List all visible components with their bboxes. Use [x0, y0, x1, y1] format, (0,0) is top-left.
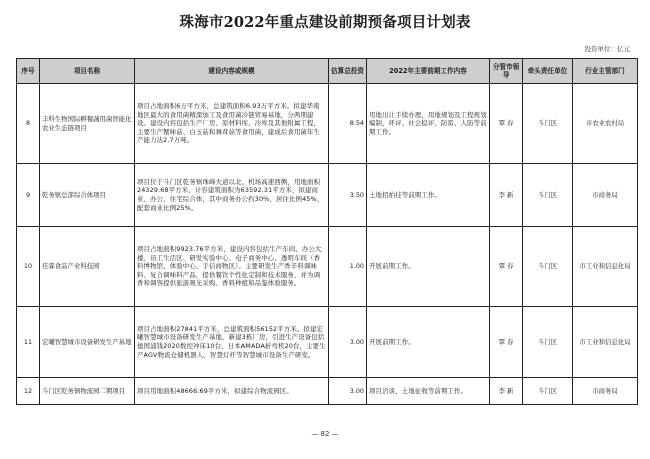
row-content: 项目占地面积27841平方米，总建筑面积56152平方米。拟建宏曦智慧城市设备研发生产基地，新建3栋厂房，引进生产设备包括德国浦钱2020数控冲床10台、日本AMADA折弯机20台，主要生产AGV物流仓储机器人、智慧灯杆等智慧城市设备生产研发。 — [135, 307, 329, 378]
row-content: 项目位于斗门区乾务镇珠峰大道以北、机场高速西侧，用地面积24329.68平方米，计容建筑面积为63592.31平方米，拟建商业、办公、住宅综合体，其中商务办公约30%、居住比例45%、配套商业比例25%。 — [135, 164, 329, 227]
col-header-name: 项目名称 — [40, 59, 135, 84]
row-leader: 覃 春 — [490, 227, 523, 307]
row-work: 开展前期工作。 — [367, 307, 490, 378]
row-content: 项目占地面积6万平方米，总建筑面积6.93万平方米。拟建华南地区最大的食用菌精深加工及食用菌冷链贸易基地，分两期建设。建设内容包括生产厂房、原材料库、冷库及其他附属工程，主要生产蟹味菇、白玉菇和舞茸菇等食用菌，建成后食用菌年生产能力达2.7万吨。 — [135, 84, 329, 164]
row-dept: 市农业农村局 — [573, 84, 638, 164]
row-project-name: 斗门区乾务镇物流园二期项目 — [40, 378, 135, 405]
table-row — [17, 378, 638, 405]
row-investment: 1.00 — [329, 227, 367, 307]
row-unit: 斗门区 — [523, 227, 573, 307]
row-unit: 斗门区 — [523, 307, 573, 378]
row-work: 开展前期工作。 — [367, 227, 490, 307]
page-title: 珠海市2022年重点建设前期预备项目计划表 — [179, 14, 471, 31]
row-content: 项目用地面积48666.69平方米，拟建综合物流园区。 — [135, 378, 329, 405]
row-project-name: 宏曦智慧城市设备研发生产基地 — [40, 307, 135, 378]
col-header-investment: 估算总投资 — [329, 59, 367, 84]
project-table — [16, 58, 638, 405]
col-header-unit: 牵头责任单位 — [523, 59, 573, 84]
row-leader: 李 新 — [490, 378, 523, 405]
table-row — [17, 307, 638, 378]
row-project-name: 佳霖食品产业科技园 — [40, 227, 135, 307]
table-row — [17, 84, 638, 164]
col-header-content: 建设内容或规模 — [135, 59, 329, 84]
table-header-row — [17, 59, 638, 84]
row-index: 12 — [17, 378, 40, 405]
row-unit: 斗门区 — [523, 84, 573, 164]
row-work: 用地出让手续办理，用地规划及工程规划编制，环评、社会稳评、防雷、人防等前期工作。 — [367, 84, 490, 164]
row-leader: 李 新 — [490, 164, 523, 227]
row-work: 土地招拍挂等前期工作。 — [367, 164, 490, 227]
col-header-leader: 分管市领导 — [490, 59, 523, 84]
row-index: 11 — [17, 307, 40, 378]
row-investment: 3.00 — [329, 378, 367, 405]
row-index: 10 — [17, 227, 40, 307]
row-project-name: 丰科生物国际孵餐蔬用菌智能化农业生态链项目 — [40, 84, 135, 164]
table-row — [17, 164, 638, 227]
row-unit: 斗门区 — [523, 164, 573, 227]
row-unit: 斗门区 — [523, 378, 573, 405]
col-header-index: 序号 — [17, 59, 40, 84]
row-content: 项目占地面积9923.76平方米，建设内容包括生产车间、办公大楼、员工生活区、研发实验中心、电子商务中心、透明车间（香料博物馆、体验中心、手信商物区）。主要研发生产香辛料调味料、复合调味料产品，提供餐饮个性化定制和技术服务，并为调香和调客提供旅游观光采购、香料种植和品鉴体验服务。 — [135, 227, 329, 307]
unit-label: 投资单位：亿元 — [584, 45, 630, 53]
row-leader: 覃 春 — [490, 307, 523, 378]
table-row — [17, 227, 638, 307]
row-dept: 市工业和信息化局 — [573, 307, 638, 378]
row-investment: 3.00 — [329, 307, 367, 378]
col-header-dept: 行业主管部门 — [573, 59, 638, 84]
row-work: 项目洽谈、土地征收等前期工作。 — [367, 378, 490, 405]
row-dept: 市商务局 — [573, 164, 638, 227]
row-index: 8 — [17, 84, 40, 164]
row-dept: 市工业和信息化局 — [573, 227, 638, 307]
page-number: — 82 — — [311, 430, 339, 438]
row-investment: 8.54 — [329, 84, 367, 164]
row-dept: 市商务局 — [573, 378, 638, 405]
col-header-work: 2022年主要前期工作内容 — [367, 59, 490, 84]
row-index: 9 — [17, 164, 40, 227]
row-leader: 覃 春 — [490, 84, 523, 164]
row-investment: 3.50 — [329, 164, 367, 227]
row-project-name: 乾务镇总部综合体项目 — [40, 164, 135, 227]
